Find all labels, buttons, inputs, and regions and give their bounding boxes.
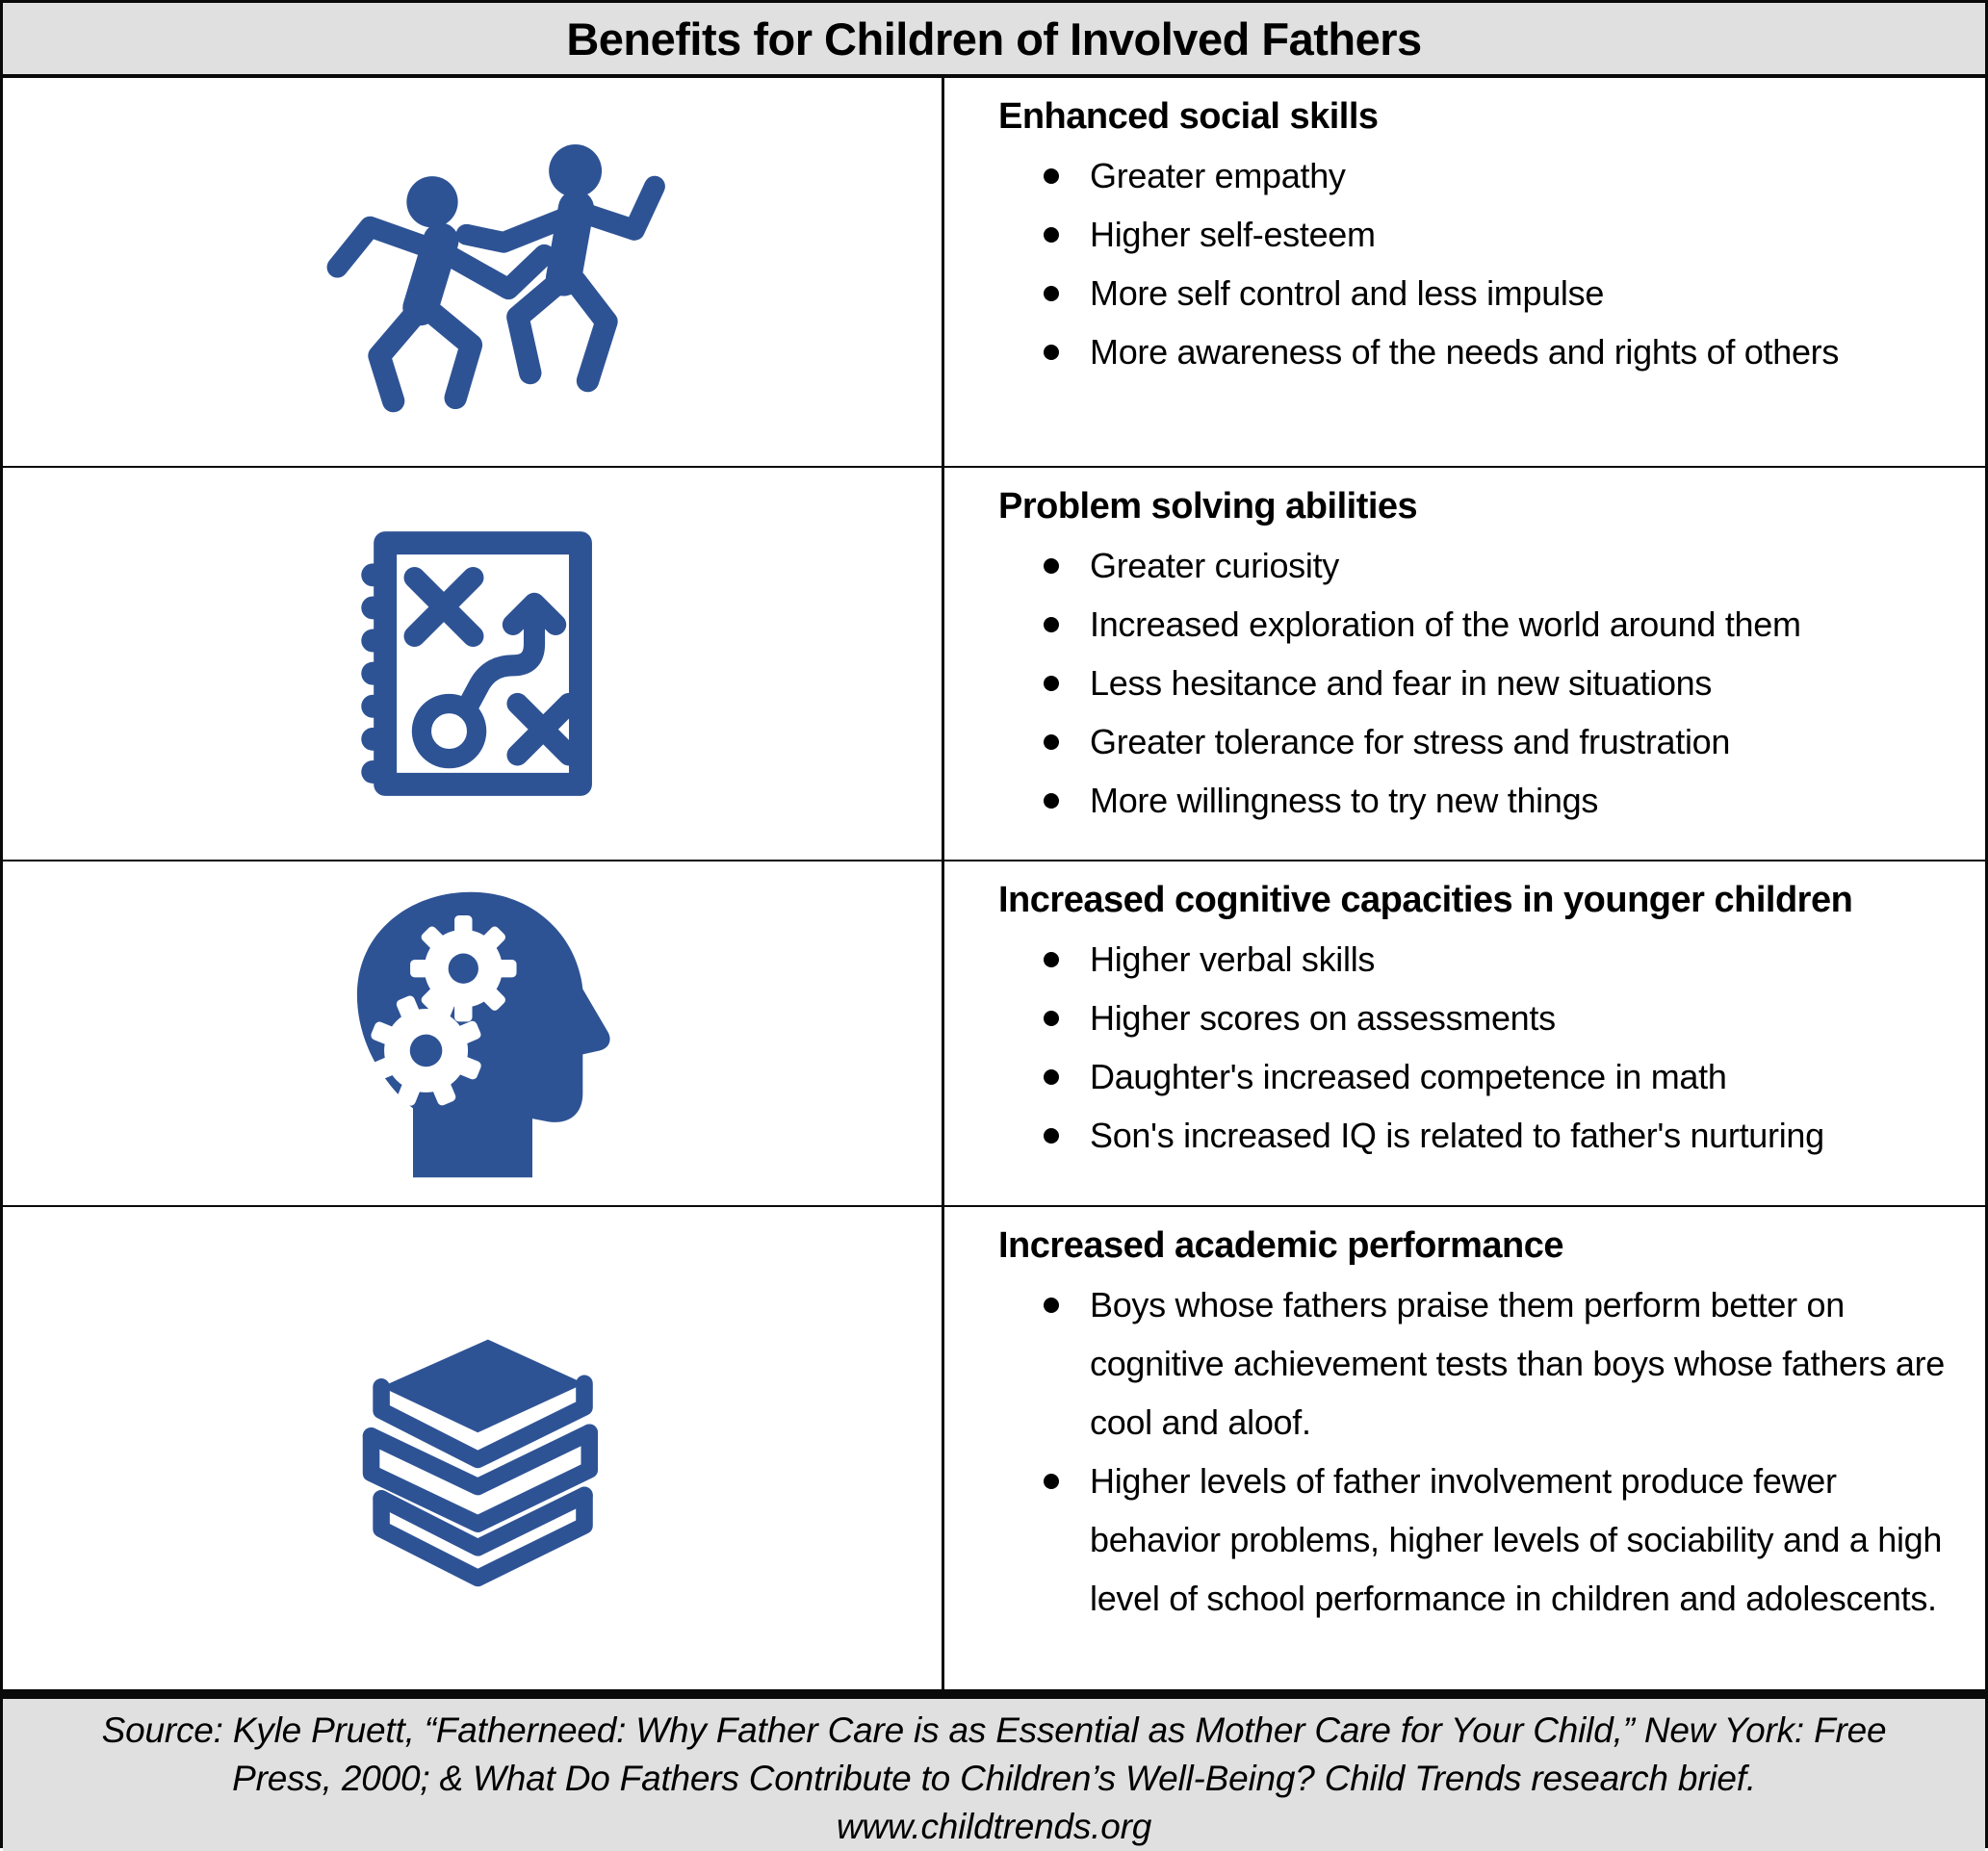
bullet-list [998, 536, 1975, 830]
strategy-notebook-icon [330, 522, 614, 806]
source-url: www.childtrends.org [836, 1807, 1152, 1846]
bullet-item: More self control and less impulse [1090, 264, 1975, 322]
bullet-list [998, 1275, 1975, 1628]
icon-cell-cognitive [3, 861, 944, 1205]
table-row [3, 861, 1985, 1207]
source-citation: Source: Kyle Pruett, “Fatherneed: Why Father Care is as Essential as Mother Care for Your Child,” New York: Free Press, 2000; & What Do Fathers Contribute to Children’s Well-Being? Child Trends research brief. [101, 1710, 1887, 1798]
source-footer [3, 1694, 1985, 1851]
table-header [3, 3, 1985, 78]
head-gears-icon [323, 885, 622, 1183]
bullet-item: Boys whose fathers praise them perform better on cognitive achievement tests than boys whose fathers are cool and aloof. [1090, 1275, 1975, 1452]
section-heading: Problem solving abilities [998, 486, 1418, 527]
bullet-list [998, 146, 1975, 381]
icon-cell-academic [3, 1207, 944, 1689]
icon-cell-social [3, 78, 944, 466]
text-cell-social [944, 78, 1985, 466]
bullet-item: Increased exploration of the world around them [1090, 595, 1975, 654]
table-row [3, 1207, 1985, 1694]
bullet-item: Higher levels of father involvement produce fewer behavior problems, higher levels of sociability and a high level of school performance in children and adolescents. [1090, 1452, 1975, 1628]
dancing-children-icon [271, 124, 675, 420]
text-cell-problem-solving [944, 468, 1985, 860]
bullet-item: Greater curiosity [1090, 536, 1975, 595]
bullet-item: Greater tolerance for stress and frustration [1090, 712, 1975, 771]
bullet-item: Higher verbal skills [1090, 930, 1975, 989]
text-cell-cognitive [944, 861, 1985, 1205]
bullet-item: Higher self-esteem [1090, 205, 1975, 264]
books-stack-icon [333, 1309, 612, 1588]
icon-cell-problem-solving [3, 468, 944, 860]
bullet-item: Less hesitance and fear in new situations [1090, 654, 1975, 712]
page-title: Benefits for Children of Involved Fathers [566, 13, 1422, 64]
bullet-item: More awareness of the needs and rights of others [1090, 322, 1975, 381]
section-heading: Enhanced social skills [998, 96, 1379, 137]
bullet-item: More willingness to try new things [1090, 771, 1975, 830]
bullet-list [998, 930, 1975, 1165]
table-row [3, 78, 1985, 468]
bullet-item: Higher scores on assessments [1090, 989, 1975, 1047]
section-heading: Increased cognitive capacities in younger children [998, 880, 1853, 920]
bullet-item: Daughter's increased competence in math [1090, 1047, 1975, 1106]
bullet-item: Son's increased IQ is related to father's nurturing [1090, 1106, 1975, 1165]
text-cell-academic [944, 1207, 1985, 1689]
bullet-item: Greater empathy [1090, 146, 1975, 205]
section-heading: Increased academic performance [998, 1225, 1563, 1266]
table-row [3, 468, 1985, 861]
